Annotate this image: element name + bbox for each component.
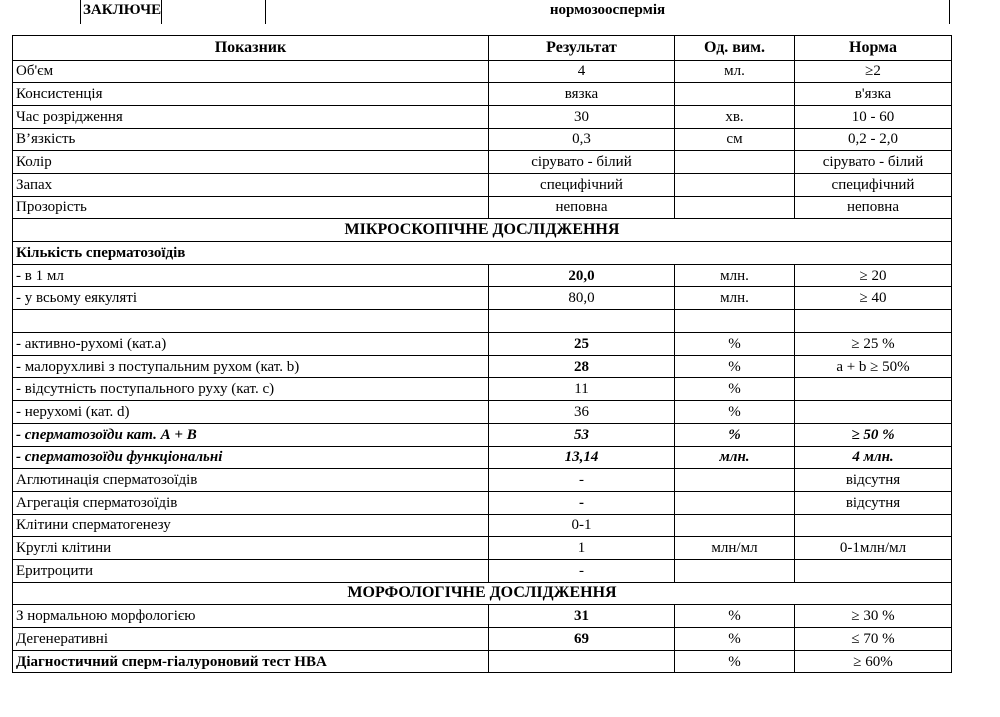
norm-cell: a + b ≥ 50% <box>795 355 952 378</box>
table-row <box>13 605 952 628</box>
unit-cell <box>675 559 795 582</box>
norm-cell: ≥ 60% <box>795 650 952 673</box>
result-cell: 20,0 <box>489 264 675 287</box>
unit-cell: млн. <box>675 264 795 287</box>
table-row <box>13 650 952 673</box>
unit-cell: % <box>675 401 795 424</box>
norm-cell <box>795 559 952 582</box>
result-cell: 4 <box>489 60 675 83</box>
column-header-norm: Норма <box>795 36 952 61</box>
unit-cell <box>675 514 795 537</box>
norm-cell: ≥ 20 <box>795 264 952 287</box>
section-heading-row <box>13 219 952 242</box>
table-row <box>13 491 952 514</box>
column-header-result: Результат <box>489 36 675 61</box>
unit-cell: % <box>675 355 795 378</box>
result-cell: 0,3 <box>489 128 675 151</box>
table-row <box>13 537 952 560</box>
empty-cell <box>795 310 952 333</box>
table-row <box>13 628 952 651</box>
result-cell: 0-1 <box>489 514 675 537</box>
column-header-unit: Од. вим. <box>675 36 795 61</box>
column-header-parameter: Показник <box>13 36 489 61</box>
table-row <box>13 401 952 424</box>
norm-cell <box>795 378 952 401</box>
parameter-cell: - у всьому еякуляті <box>13 287 489 310</box>
subheading-row <box>13 242 952 265</box>
unit-cell <box>675 173 795 196</box>
norm-cell: ≤ 70 % <box>795 628 952 651</box>
result-cell: неповна <box>489 196 675 219</box>
table-row <box>13 469 952 492</box>
parameter-cell: Колір <box>13 151 489 174</box>
table-row <box>13 128 952 151</box>
norm-cell: відсутня <box>795 491 952 514</box>
parameter-cell: Аглютинація сперматозоїдів <box>13 469 489 492</box>
result-cell: вязка <box>489 83 675 106</box>
empty-cell <box>675 310 795 333</box>
parameter-cell: Об'єм <box>13 60 489 83</box>
norm-cell: ≥ 30 % <box>795 605 952 628</box>
norm-cell: 10 - 60 <box>795 105 952 128</box>
unit-cell: мл. <box>675 60 795 83</box>
table-row <box>13 423 952 446</box>
section-heading-row <box>13 582 952 605</box>
result-cell: 69 <box>489 628 675 651</box>
parameter-cell: - активно-рухомі (кат.а) <box>13 333 489 356</box>
table-row <box>13 151 952 174</box>
table-row <box>13 333 952 356</box>
result-cell: - <box>489 491 675 514</box>
empty-cell <box>489 310 675 333</box>
table-row <box>13 264 952 287</box>
unit-cell: хв. <box>675 105 795 128</box>
result-cell: 31 <box>489 605 675 628</box>
table-row <box>13 83 952 106</box>
result-cell: 53 <box>489 423 675 446</box>
unit-cell: млн. <box>675 446 795 469</box>
result-cell: 36 <box>489 401 675 424</box>
norm-cell: в'язка <box>795 83 952 106</box>
parameter-cell: - відсутність поступального руху (кат. c) <box>13 378 489 401</box>
unit-cell: см <box>675 128 795 151</box>
table-row <box>13 105 952 128</box>
parameter-cell: - в 1 мл <box>13 264 489 287</box>
unit-cell: % <box>675 650 795 673</box>
table-row <box>13 173 952 196</box>
parameter-cell: В’язкість <box>13 128 489 151</box>
parameter-cell: Діагностичний сперм-гіалуроновий тест HBA <box>13 650 489 673</box>
unit-cell <box>675 469 795 492</box>
result-cell: 13,14 <box>489 446 675 469</box>
norm-cell: 4 млн. <box>795 446 952 469</box>
norm-cell: ≥ 25 % <box>795 333 952 356</box>
table-row <box>13 378 952 401</box>
table-row <box>13 355 952 378</box>
result-cell: специфічний <box>489 173 675 196</box>
empty-row <box>13 310 952 333</box>
section-title-microscopic: МІКРОСКОПІЧНЕ ДОСЛІДЖЕННЯ <box>13 219 952 242</box>
result-cell <box>489 650 675 673</box>
result-cell: - <box>489 469 675 492</box>
table-row <box>13 514 952 537</box>
parameter-cell: З нормальною морфологією <box>13 605 489 628</box>
norm-cell: 0-1млн/мл <box>795 537 952 560</box>
parameter-cell: Консистенція <box>13 83 489 106</box>
result-cell: сірувато - білий <box>489 151 675 174</box>
result-cell: - <box>489 559 675 582</box>
unit-cell: % <box>675 423 795 446</box>
unit-cell: % <box>675 333 795 356</box>
result-cell: 80,0 <box>489 287 675 310</box>
parameter-cell: - малорухливі з поступальним рухом (кат. b) <box>13 355 489 378</box>
unit-cell <box>675 491 795 514</box>
norm-cell <box>795 401 952 424</box>
norm-cell: відсутня <box>795 469 952 492</box>
norm-cell: ≥ 40 <box>795 287 952 310</box>
table-row <box>13 60 952 83</box>
table-row <box>13 196 952 219</box>
result-cell: 11 <box>489 378 675 401</box>
unit-cell <box>675 83 795 106</box>
table-row <box>13 559 952 582</box>
report-conclusion-header <box>0 0 1000 24</box>
parameter-cell: Запах <box>13 173 489 196</box>
result-cell: 25 <box>489 333 675 356</box>
parameter-cell: Еритроцити <box>13 559 489 582</box>
parameter-cell: Клітини сперматогенезу <box>13 514 489 537</box>
parameter-cell: Дегенеративні <box>13 628 489 651</box>
unit-cell: % <box>675 378 795 401</box>
sperm-count-heading: Кількість сперматозоїдів <box>13 242 952 265</box>
parameter-cell: Час розрідження <box>13 105 489 128</box>
conclusion-label: ЗАКЛЮЧЕ <box>80 0 161 24</box>
norm-cell <box>795 514 952 537</box>
parameter-cell: - сперматозоїди функціональні <box>13 446 489 469</box>
conclusion-empty-cell <box>161 0 266 24</box>
parameter-cell: Агрегація сперматозоїдів <box>13 491 489 514</box>
result-cell: 30 <box>489 105 675 128</box>
section-title-morphological: МОРФОЛОГІЧНЕ ДОСЛІДЖЕННЯ <box>13 582 952 605</box>
norm-cell: 0,2 - 2,0 <box>795 128 952 151</box>
parameter-cell: Прозорість <box>13 196 489 219</box>
norm-cell: сірувато - білий <box>795 151 952 174</box>
norm-cell: ≥2 <box>795 60 952 83</box>
unit-cell: млн. <box>675 287 795 310</box>
conclusion-value: нормозооспермія <box>265 0 950 24</box>
table-row <box>13 446 952 469</box>
parameter-cell: - нерухомі (кат. d) <box>13 401 489 424</box>
parameter-cell: - сперматозоїди кат. А + В <box>13 423 489 446</box>
semen-analysis-table <box>12 35 952 673</box>
unit-cell <box>675 151 795 174</box>
unit-cell: % <box>675 605 795 628</box>
norm-cell: ≥ 50 % <box>795 423 952 446</box>
result-cell: 1 <box>489 537 675 560</box>
norm-cell: специфічний <box>795 173 952 196</box>
norm-cell: неповна <box>795 196 952 219</box>
unit-cell: % <box>675 628 795 651</box>
unit-cell: млн/мл <box>675 537 795 560</box>
empty-cell <box>13 310 489 333</box>
table-row <box>13 287 952 310</box>
result-cell: 28 <box>489 355 675 378</box>
table-header-row <box>13 36 952 61</box>
parameter-cell: Круглі клітини <box>13 537 489 560</box>
unit-cell <box>675 196 795 219</box>
